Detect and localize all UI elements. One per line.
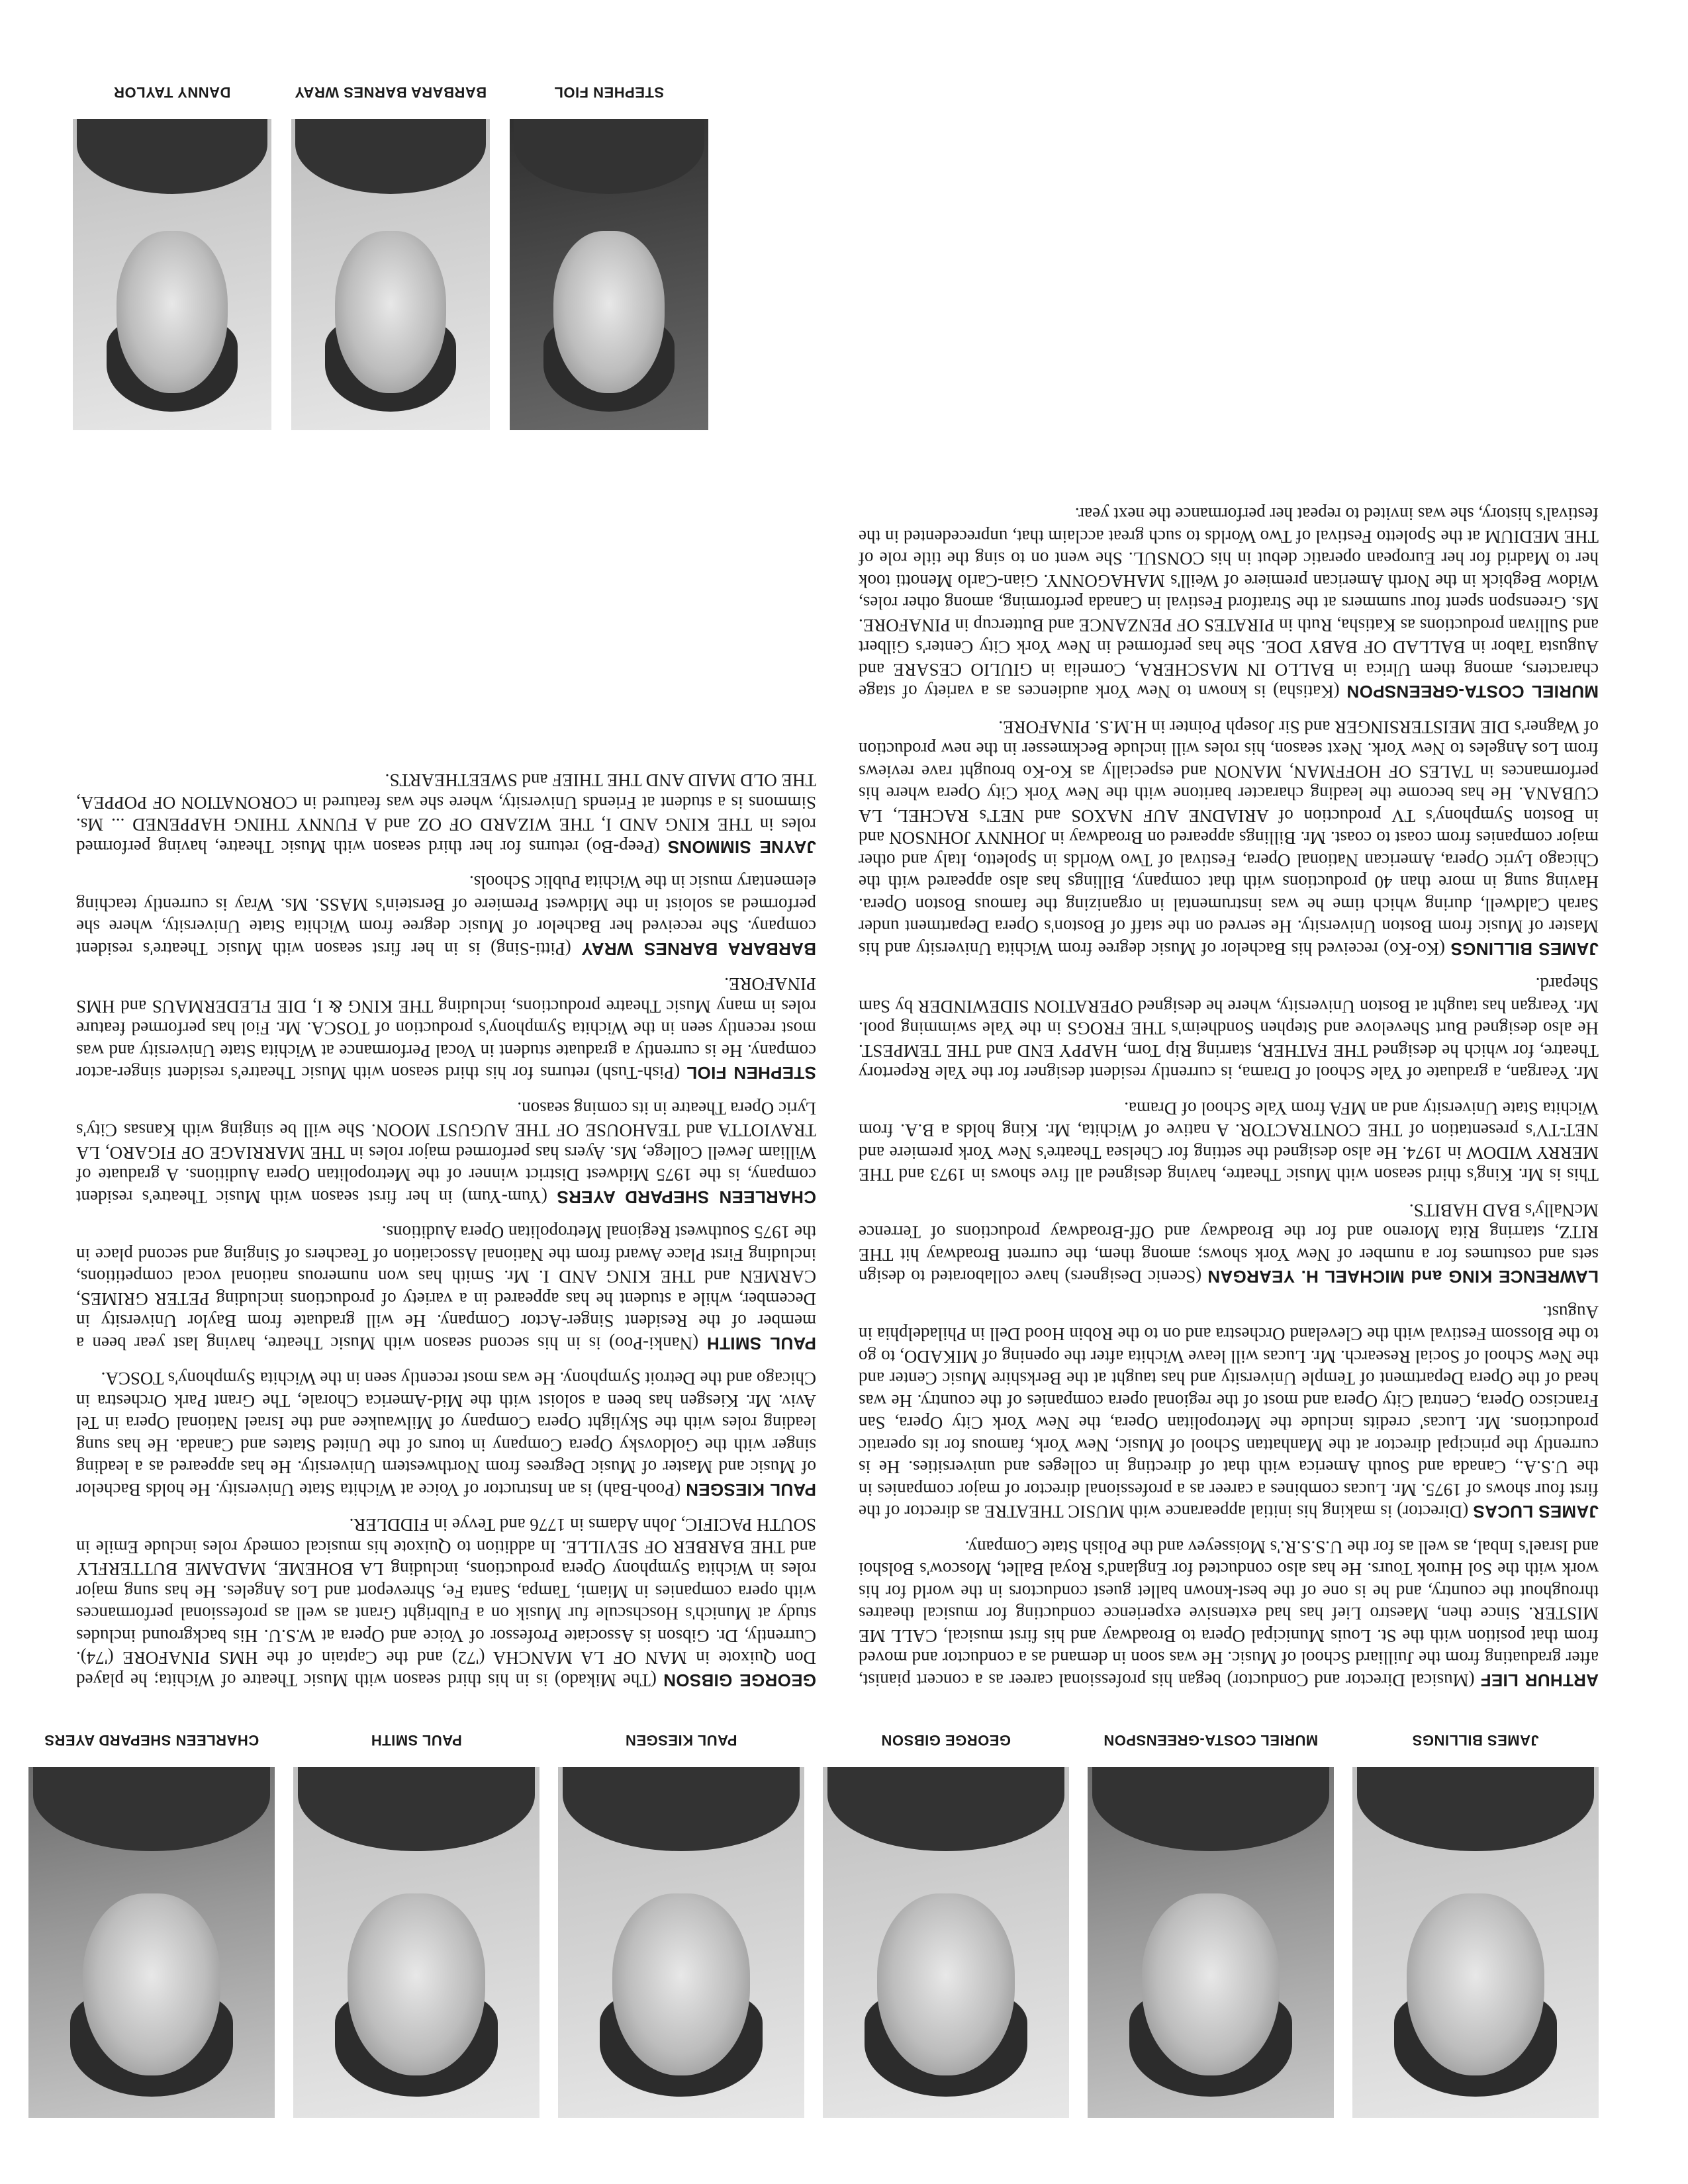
portrait-shoulders	[33, 1767, 269, 1851]
portrait-shoulders	[77, 119, 267, 194]
portrait-photo	[823, 1767, 1069, 2118]
portrait-face	[83, 1893, 220, 2076]
photo-slot	[73, 84, 271, 430]
bio-paragraph	[76, 1367, 816, 1500]
left-column	[859, 50, 1599, 1691]
photo-caption: PAUL KIESGEN	[625, 1732, 737, 1749]
bio-text: (Director) is making his initial appearance with MUSIC THEATRE as director of the first four shows of 1975. Mr. Lucas combines a career as a professional director of major companies in the U.S.A., Canada and South America with that of directing in colleges and universities. He is currently the principal director at the Manhattan School of Music, New York, famous for its operatic productions. Mr. Lucas' credits include the Metropolitan Opera, the New York City Opera, San Francisco Opera, Central City Opera and most of the regional opera companies of the country. He was head of the Opera Department of Temple University and has taught at the Berkshire Music Center and the New School of Social Research. Mr. Lucas will leave Wichita after the opening of MIKADO, to go to the Blossom Festival with the Cleveland Orchestra and on to the Robin Hood Dell in Philadelphia in August.	[858, 1302, 1599, 1522]
portrait-photo	[291, 119, 490, 430]
photo-caption: DANNY TAYLOR	[113, 84, 231, 101]
portrait-photo	[293, 1767, 539, 2118]
bio-paragraph	[859, 973, 1599, 1084]
bio-text: (Pooh-Bah) is an Instructor of Voice at Wichita State University. He holds Bachelor of Music and Master of Music Degrees from Northwestern University. He has appeared as a leading singer with the Goldovsky Opera Company in tours of the United States and Canada. He has sung leading roles with the Skylight Opera Company of Milwaukee and the Israel National Opera in Tel Aviv. Mr. Kiesgen has been a soloist with the Mid-America Chorale, The Grant Park Orchestra in Chicago and the Detroit Symphony. He was most recently seen in the Wichita Symphony's TOSCA.	[76, 1369, 816, 1500]
portrait-face	[348, 1893, 485, 2076]
bio-name: JAMES LUCAS	[1473, 1502, 1599, 1522]
bio-paragraph	[859, 716, 1599, 960]
bio-name: CHARLEEN SHEPARD AYERS	[557, 1187, 816, 1207]
bio-text: This is Mr. King's third season with Music Theatre, having designed all five shows in 1973 and THE MERRY WIDOW in 1974. He also designed the setting for Chelsea Theatre's New York premiere and NET-TV's presentation of THE CONTRACTOR. A native of Wichita, Mr. King holds a B.A. from Wichita State University and an MFA from Yale School of Drama.	[859, 1099, 1599, 1185]
photo-caption: STEPHEN FIOL	[553, 84, 665, 101]
bio-text: (Pish-Tush) returns for his third season with Music Theatre's resident singer-actor company. He is currently a graduate student in Vocal Performance at Wichita State University and was most recently seen in the Wichita Symphony's production of TOSCA. Mr. Fiol has performed feature roles in many Music Theatre productions, including THE KING & I, DIE FLEDERMAUS and HMS PINAFORE.	[76, 974, 816, 1083]
bio-text: (Peep-Bo) returns for her third season with Music Theatre, having performed roles in THE KING AND I, THE WIZARD OF OZ and A FUNNY THING HAPPENED ... Ms. Simmons is a student at Friends University, where she was featured in CORONATION OF POPPEA, THE OLD MAID AND THE THIEF and SWEETHEARTS.	[76, 770, 816, 857]
portrait-face	[335, 231, 446, 392]
portrait-shoulders	[563, 1767, 799, 1851]
bio-name: PAUL SMITH	[706, 1334, 816, 1353]
portrait-photo	[1352, 1767, 1599, 2118]
portrait-face	[117, 231, 228, 392]
bottom-photo-row	[73, 84, 708, 430]
bio-paragraph	[859, 1536, 1599, 1692]
bio-name: ARTHUR LIEF	[1480, 1670, 1599, 1690]
portrait-shoulders	[295, 119, 486, 194]
photo-caption: MURIEL COSTA-GREENSPON	[1103, 1732, 1319, 1749]
photo-caption: JAMES BILLINGS	[1412, 1732, 1539, 1749]
portrait-shoulders	[298, 1767, 534, 1851]
bio-text: (Nanki-Poo) is in his second season with Music Theatre, having last year been a member of the Resident Singer-Actor Company. He will graduate from Baylor University in December, while a student he has appeared in a variety of productions including PETER GRIMES, CARMEN and THE KING AND I. Mr. Smith has won numerous national vocal competitions, including First Place Award from the National Association of Teachers of Singing and second place in the 1975 Southwest Regional Metropolitan Opera Auditions.	[75, 1222, 816, 1353]
photo-slot	[291, 84, 490, 430]
photo-slot	[558, 1732, 804, 2118]
portrait-photo	[558, 1767, 804, 2118]
bio-paragraph	[76, 1097, 816, 1208]
bio-text: Mr. Yeargan, a graduate of Yale School of Drama, is currently resident designer for the Yale Repertory Theatre, for which he designed THE FATHER, starring Rip Torn, HAPPY END and THE TEMPEST. He also designed Burt Shevelove and Stephen Sondheim's THE FROGS in the Yale swimming pool. Mr. Yeargan has taught at Boston University, where he designed OPERATION SIDEWINDER by Sam Shepard.	[859, 974, 1599, 1083]
portrait-face	[1407, 1893, 1544, 2076]
top-photo-row	[44, 1732, 1599, 2118]
bio-paragraph	[76, 1514, 816, 1691]
bio-name: MURIEL COSTA-GREENSPON	[1346, 682, 1599, 702]
portrait-shoulders	[1092, 1767, 1329, 1851]
photo-slot	[1352, 1732, 1599, 2118]
photo-caption: BARBARA BARNES WRAY	[294, 84, 487, 101]
photo-slot	[293, 1732, 539, 2118]
portrait-photo	[73, 119, 271, 430]
bio-text: (Pitti-Sing) is in her first season with Music Theatre's resident company. She received her Bachelor of Music degree from Wichita State University, where she performed as soloist in the Midwest Premiere of Berstein's MASS. Ms. Wray is currently teaching elementary music in the Wichita Public Schools.	[75, 872, 816, 959]
portrait-shoulders	[514, 119, 704, 194]
photo-slot	[823, 1732, 1069, 2118]
bio-text: (Yum-Yum) in her first season with Music Theatre's resident company, is the 1975 Midwest District winner of the Metropolitan Opera Auditions. A graduate of William Jewell College, Ms. Ayers has performed major roles in THE MARRIAGE OF FIGARO, LA TRAVIOTTA and TEAHOUSE OF THE AUGUST MOON. She will be singing with Kansas City's Lyric Opera Theatre in its coming season.	[75, 1099, 816, 1207]
bio-paragraph	[76, 1221, 816, 1354]
portrait-face	[877, 1893, 1015, 2076]
portrait-face	[612, 1893, 750, 2076]
bio-name: GEORGE GIBSON	[663, 1670, 816, 1690]
bio-paragraph	[859, 1199, 1599, 1288]
bio-paragraph	[859, 1097, 1599, 1186]
portrait-face	[1142, 1893, 1280, 2076]
photo-caption: GEORGE GIBSON	[881, 1732, 1011, 1749]
bio-name: BARBARA BARNES WRAY	[581, 939, 816, 959]
photo-slot	[1088, 1732, 1334, 2118]
bio-paragraph	[859, 1301, 1599, 1523]
bio-text: (Katisha) is known to New York audiences as a variety of stage characters, among them Ulrica in BALLO IN MASCHERA, Cornelia in GIULIO CESARE and Augusta Tabor in BALLAD OF BABY DOE. She has performed in New York City Center's Gilbert and Sullivan productions as Katisha, Ruth in PIRATES OF PENZANCE and Buttercup in PINAFORE. Ms. Greenspon spent four summers at the Stratford Festival in Canada performing, among other roles, Widow Begbick in the North American premiere of Weill's MAHAGONNY. Gian-Carlo Menotti took her to Madrid for her European operatic debut in his CONSUL. She went on to sing the title role of THE MEDIUM at the Spoletto Festival of Two Worlds to such great acclaim that, unprecedented in the festival's history, she was invited to repeat her performance the next year.	[859, 504, 1599, 702]
bio-name: STEPHEN FIOL	[686, 1063, 816, 1083]
portrait-photo	[510, 119, 708, 430]
photo-caption: PAUL SMITH	[371, 1732, 462, 1749]
portrait-photo	[28, 1767, 275, 2118]
portrait-shoulders	[827, 1767, 1064, 1851]
portrait-photo	[1088, 1767, 1334, 2118]
portrait-shoulders	[1357, 1767, 1593, 1851]
bio-paragraph	[76, 769, 816, 858]
bio-text: (Ko-Ko) received his Bachelor of Music degree from Wichita University and his Master of Music from Boston University. He served on the staff of Boston's Opera Department under Sarah Caldwell, during which time he was instrumental in organizing the famous Boston Opera. Having sung in more than 40 productions with that company, Billings has also appeared with the Chicago Lyric Opera, American National Opera, Festival of Two Worlds in Spoletto, Italy and other major companies from coast to coast. Mr. Billings appeared on Broadway in JOHNNY JOHNSON and in Boston Symphony's TV production of ARIADNE AUF NAXOS and NET's RACHEL, LA CUBANA. He has become the leading character baritone with the New York City Opera where his performances in TALES OF HOFFMAN, MANON and especially as Ko-Ko brought rave reviews from Los Angeles to New York. Next season, his roles will include Beckmesser in the new production of Wagner's DIE MEISTERSINGER and Sir Joseph Pointer in H.M.S. PINAFORE.	[858, 717, 1599, 959]
bio-text: (Scenic Designers) have collaborated to design sets and costumes for a number of New York shows; among them, the current Broadway hit THE RITZ, starring Rita Moreno and for the Broadway and Off-Broadway productions of Terrence McNally's BAD HABITS.	[858, 1201, 1599, 1287]
bio-paragraph	[76, 973, 816, 1084]
bio-paragraph	[76, 871, 816, 960]
bio-name: JAMES BILLINGS	[1450, 939, 1599, 959]
bio-name: LAWRENCE KING and MICHAEL H. YEARGAN	[1207, 1267, 1599, 1287]
bio-name: PAUL KIESGEN	[685, 1480, 816, 1500]
bio-text: (Musical Director and Conductor) began his professional career as a concert pianist, after graduating from the Juilliard School of Music. He was soon in demand as a conductor and moved from that position with the St. Louis Municipal Opera to Broadway and his first musical, CALL ME MISTER. Since then, Maestro Lief has had extensive experience conducting for musical theatres throughout the country, and he is one of the best-known ballet guest conductors in the world for his work with the Sol Hurok Tours. He has also conducted for England's Royal Ballet, Moscow's Bolshoi and Israel's Inbal, as well as for the U.S.S.R.'s Moisseyev and the Polish State Company.	[858, 1537, 1599, 1690]
bio-paragraph	[859, 503, 1599, 703]
photo-caption: CHARLEEN SHEPARD AYERS	[44, 1732, 259, 1749]
bio-name: JAYNE SIMMONS	[667, 837, 816, 857]
bio-text: (The Mikado) is in his third season with Music Theatre of Wichita; he played Don Quixote in MAN OF LA MANCHA ('72) and the Captain of the HMS PINAFORE ('74). Currently, Dr. Gibson is Associate Professor of Voice and Opera at W.S.U. His background includes study at Munich's Hoschscule fur Musik on a Fulbright Grant as well as professional performances with opera companies in Miami, Tampa, Santa Fe, Shreveport and Los Angeles. He has sung major roles in Wichita Symphony Opera productions, including LA BOHEME, MADAME BUTTERFLY and THE BARBER OF SEVILLE. In addition to Quixote his musical comedy roles include Emile in SOUTH PACIFIC, John Adams in 1776 and Tevye in FIDDLER.	[76, 1515, 816, 1690]
photo-slot	[28, 1732, 275, 2118]
portrait-face	[553, 231, 665, 392]
photo-slot	[510, 84, 708, 430]
